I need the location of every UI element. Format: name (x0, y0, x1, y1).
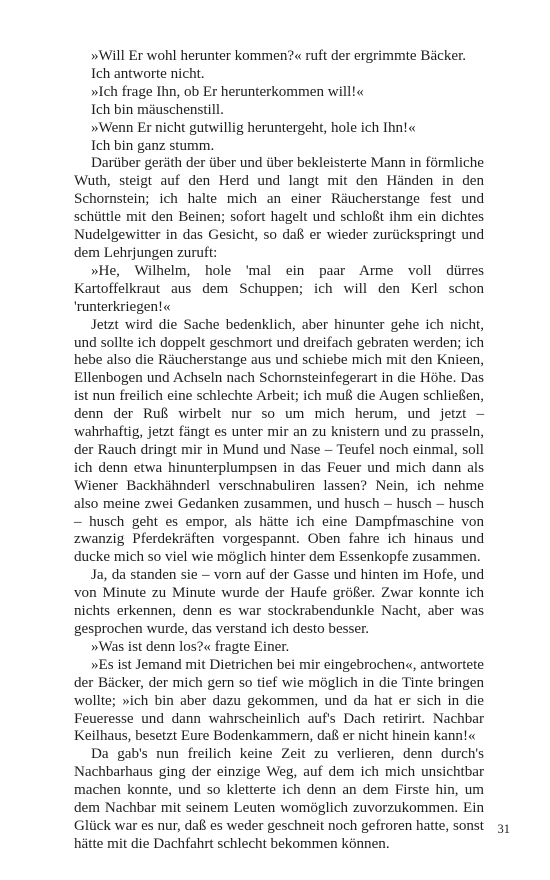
paragraph: Ich antworte nicht. (91, 65, 205, 82)
paragraph: Ich bin ganz stumm. (91, 137, 215, 154)
paragraph: »Es ist Jemand mit Dietrichen bei mir eingebrochen«, antwortete der Bäcker, der mich gern so tief wie möglich in die Tinte bringen wollte; »ich bin aber dazu gekommen, und da hat er sich in die Feueresse und dann wahrscheinlich auf's Dach retirirt. Nachbar Keilhaus, besetzt Eure Bodenkammern, daß er nicht hinein kann!« (74, 656, 484, 745)
paragraph: Darüber geräth der über und über bekleisterte Mann in förmliche Wuth, steigt auf den Herd und langt mit den Händen in den Schornstein; ich halte mich an einer Räucherstange fest und schüttle mit den Beinen; sofort hagelt und schloßt ihm ein dichtes Nudelgewitter in das Gesicht, so daß er wieder zurückspringt und dem Lehrjungen zuruft: (74, 155, 484, 261)
page-number: 31 (497, 822, 510, 836)
paragraph: Jetzt wird die Sache bedenklich, aber hinunter gehe ich nicht, und sollte ich doppelt geschmort und dreifach gebraten werden; ich hebe also die Räucherstange aus und schiebe mich mit den Knieen, Ellenbogen und Achseln nach Schornsteinfegerart in die Höhe. Das ist nun freilich eine schlechte Arbeit; ich muß die Augen schließen, denn der Ruß wirbelt nur so um mich herum, und jetzt – wahrhaftig, jetzt fängt es unter mir an zu knistern und zu prasseln, der Rauch dringt mir in Mund und Nase – Teufel noch einmal, soll ich denn etwa hinunterplumpsen in das Feuer und mich dann als Wiener Backhähnderl verschnabuliren lassen? Nein, ich nehme also meine zwei Gedanken zusammen, und husch – husch – husch – husch geht es empor, als hätte ich eine Dampfmaschine von zwanzig Pferdekräften vorgespannt. Oben fahre ich hinaus und ducke mich so viel wie möglich hinter dem Essenkopfe zusammen. (74, 316, 484, 566)
paragraph: »Was ist denn los?« fragte Einer. (91, 638, 290, 655)
body-text (74, 48, 484, 854)
paragraph: »Will Er wohl herunter kommen?« ruft der ergrimmte Bäcker. (91, 48, 467, 64)
paragraph: Da gab's nun freilich keine Zeit zu verlieren, denn durch's Nachbarhaus ging der einzige Weg, auf dem ich mich unsichtbar machen konnte, und so kletterte ich denn an dem Firste hin, um dem Nachbar mit seinem Leuten womöglich zuvorzukommen. Ein Glück war es nur, daß es weder geschneit noch gefroren hatte, sonst hätte mit die Dachfahrt schlecht bekommen können. (74, 746, 484, 852)
paragraph: »He, Wilhelm, hole 'mal ein paar Arme voll dürres Kartoffelkraut aus dem Schuppen; ich will den Kerl schon 'runterkriegen!« (74, 262, 484, 315)
paragraph: Ich bin mäuschenstill. (91, 101, 224, 118)
paragraph: Ja, da standen sie – vorn auf der Gasse und hinten im Hofe, und von Minute zu Minute wurde der Haufe größer. Zwar konnte ich nichts erkennen, denn es war stockrabendunkle Nacht, aber was gesprochen wurde, das verstand ich desto besser. (74, 567, 484, 637)
paragraph: »Wenn Er nicht gutwillig heruntergeht, hole ich Ihn!« (91, 119, 416, 136)
paragraph: »Ich frage Ihn, ob Er herunterkommen will!« (91, 83, 364, 100)
